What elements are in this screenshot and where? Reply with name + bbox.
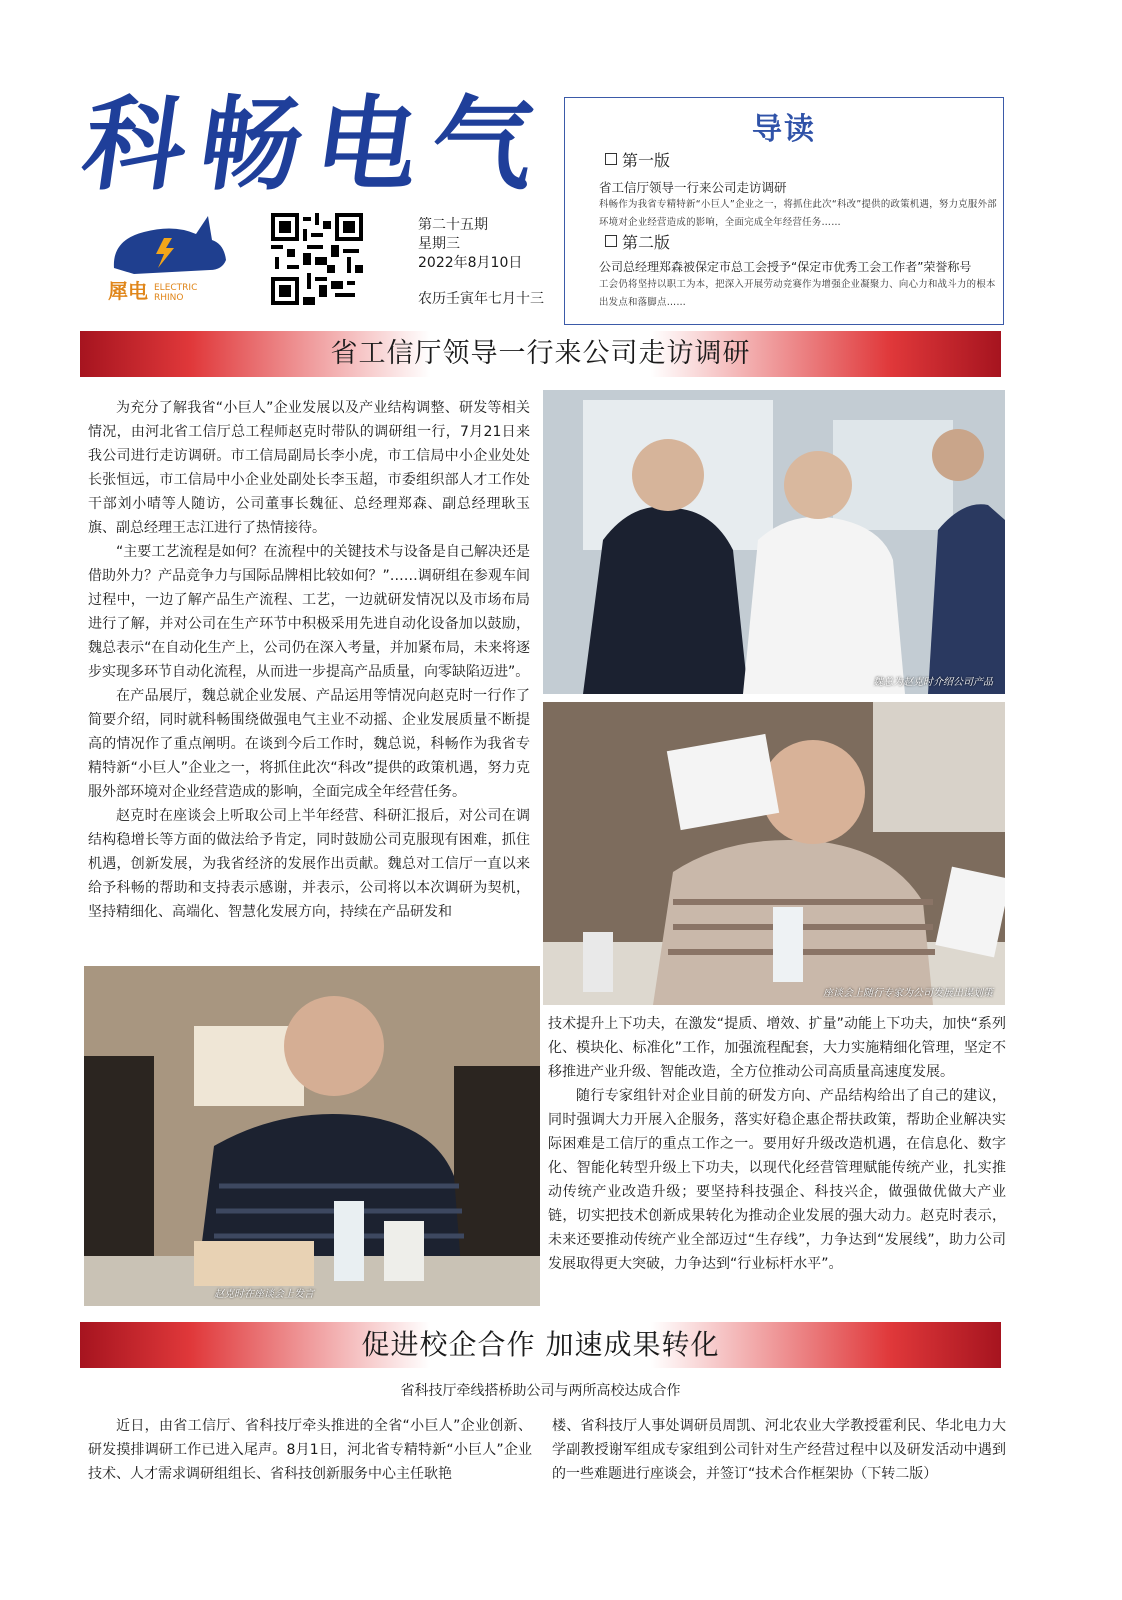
article2-paragraph: 近日，由省工信厅、省科技厅牵头推进的全省“小巨人”企业创新、研发摸排调研工作已进入尾声。8月1日，河北省专精特新“小巨人”企业技术、人才需求调研组组长、省科技创新服务中心主任耿艳: [88, 1418, 532, 1482]
guide-page1-summary: 科畅作为我省专精特新“小巨人”企业之一，将抓住此次“科改”提供的政策机遇，努力克服外部环境对企业经营造成的影响，全面完成全年经营任务……: [599, 199, 997, 228]
svg-text:RHINO: RHINO: [154, 293, 184, 303]
article1-paragraph: 技术提升上下功夫，在激发“提质、增效、扩量”动能上下功夫，加快“系列化、模块化、标准化”工作，加强流程配套，大力实施精细化管理，坚定不移推进产业升级、智能改造，全方位推动公司高质量高速度发展。: [548, 1016, 1006, 1080]
photo-caption: 赵克时在座谈会上发言: [214, 1289, 314, 1300]
guide-page2-headline[interactable]: 公司总经理郑森被保定市总工会授予“保定市优秀工会工作者”荣誉称号: [599, 260, 972, 274]
photo-caption: 座谈会上随行专家为公司发展出谋划策: [823, 988, 993, 999]
photo-caption: 魏总为赵克时介绍公司产品: [873, 677, 993, 688]
article1-paragraph: 为充分了解我省“小巨人”企业发展以及产业结构调整、研发等相关情况，由河北省工信厅总工程师赵克时带队的调研组一行，7月21日来我公司进行走访调研。市工信局副局长李小虎，市工信局中小企业处处长张恒远，市工信局中小企业处副处长李玉超，市委组织部人才工作处干部刘小晴等人随访，公司董事长魏征、总经理郑森、副总经理耿玉旗、副总经理王志江进行了热情接待。: [88, 400, 530, 536]
article1-column-left: [88, 396, 530, 924]
photo-speech: [84, 966, 540, 1306]
article1-paragraph: 随行专家组针对企业目前的研发方向、产品结构给出了自己的建议，同时强调大力开展入企服务，落实好稳企惠企帮扶政策，帮助企业解决实际困难是工信厅的重点工作之一。要用好升级改造机遇，在信息化、数字化、智能化转型升级上下功夫，以现代化经营管理赋能传统产业，扎实推动传统产业改造升级；要坚持科技强企、科技兴企，做强做优做大产业链，切实把技术创新成果转化为推动企业发展的强大动力。赵克时表示，未来还要推动传统产业全部迈过“生存线”，力争达到“发展线”，助力公司发展取得更大突破，力争达到“行业标杆水平”。: [548, 1088, 1006, 1272]
article1-paragraph: 赵克时在座谈会上听取公司上半年经营、科研汇报后，对公司在调结构稳增长等方面的做法给予肯定，同时鼓励公司克服现有困难，抓住机遇，创新发展，为我省经济的发展作出贡献。魏总对工信厅一直以来给予科畅的帮助和支持表示感谢，并表示，公司将以本次调研为契机，坚持精细化、高端化、智慧化发展方向，持续在产品研发和: [88, 808, 530, 920]
article1-paragraph: 在产品展厅，魏总就企业发展、产品运用等情况向赵克时一行作了简要介绍，同时就科畅围绕做强电气主业不动摇、企业发展质量不断提高的情况作了重点阐明。在谈到今后工作时，魏总说，科畅作为我省专精特新“小巨人”企业之一，将抓住此次“科改”提供的政策机遇，努力克服外部环境对企业经营造成的影响，全面完成全年经营任务。: [88, 688, 530, 800]
guide-page2-label[interactable]: 第二版: [605, 230, 670, 253]
guide-title: 导读: [752, 112, 816, 147]
checkbox-icon: [605, 235, 617, 247]
article1-column-right: [548, 1012, 1006, 1276]
photo-meeting-expert: [543, 702, 1005, 1005]
newspaper-masthead-title: 科畅电气: [75, 85, 557, 205]
article2-headline: 促进校企合作 加速成果转化: [80, 1322, 1001, 1368]
guide-page1-label[interactable]: 第一版: [605, 148, 670, 171]
photo-factory-tour: [543, 390, 1005, 694]
article1-headline: 省工信厅领导一行来公司走访调研: [80, 331, 1001, 377]
guide-page2-summary: 工会仍将坚持以职工为本，把深入开展劳动竞赛作为增强企业凝聚力、向心力和战斗力的根本出发点和落脚点……: [599, 279, 996, 308]
guide-box: [564, 97, 1004, 325]
issue-number: 第二十五期: [418, 217, 488, 233]
issue-date: 2022年8月10日: [418, 255, 523, 271]
qr-code[interactable]: [271, 213, 363, 305]
issue-lunar-date: 农历壬寅年七月十三: [418, 291, 544, 307]
article1-paragraph: “主要工艺流程是如何？在流程中的关键技术与设备是自己解决还是借助外力？产品竞争力与国际品牌相比较如何？”……调研组在参观车间过程中，一边了解产品生产流程、工艺，一边就研发情况以及市场布局进行了解，并对公司在生产环节中积极采用先进自动化设备加以鼓励，魏总表示“在自动化生产上，公司仍在深入考量，并加紧布局，未来将逐步实现多环节自动化流程，从而进一步提高产品质量，向零缺陷迈进”。: [88, 544, 530, 680]
svg-text:ELECTRIC: ELECTRIC: [154, 283, 198, 293]
article2-paragraph: 楼、省科技厅人事处调研员周凯、河北农业大学教授霍利民、华北电力大学副教授谢军组成专家组到公司针对生产经营过程中以及研发活动中遇到的一些难题进行座谈会，并签订“技术合作框架协（下转二版）: [552, 1418, 1006, 1482]
article2-column-left: [88, 1414, 532, 1486]
rhino-logo: [104, 210, 234, 306]
issue-weekday: 星期三: [418, 236, 460, 252]
article2-subtitle: 省科技厅牵线搭桥助公司与两所高校达成合作: [400, 1383, 681, 1399]
logo-text: 犀电: [108, 279, 148, 303]
guide-page1-headline[interactable]: 省工信厅领导一行来公司走访调研: [599, 180, 787, 195]
article2-column-right: [552, 1414, 1006, 1486]
issue-info: [418, 216, 568, 309]
checkbox-icon: [605, 153, 617, 165]
